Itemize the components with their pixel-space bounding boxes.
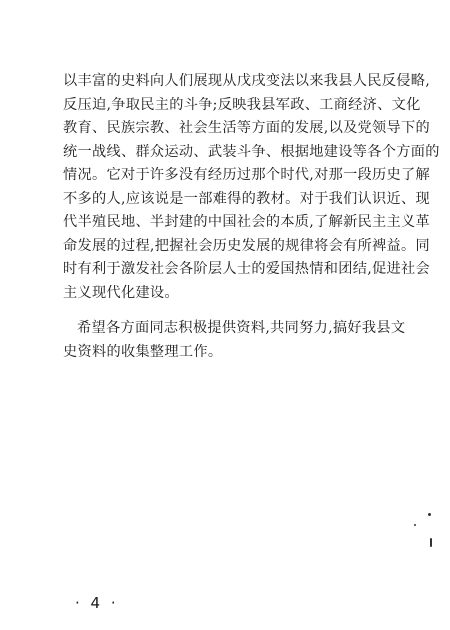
scan-speck: [414, 524, 416, 526]
paragraph-1-line-4: 统一战线、群众运动、武装斗争、根据地建设等各个方面的: [63, 143, 440, 160]
body-text: [63, 70, 440, 364]
scan-speck: [428, 513, 431, 516]
paragraph-1-line-10: 主义现代化建设。: [63, 284, 179, 301]
paragraph-2-line-1: 希望各方面同志积极提供资料,共同努力,搞好我县文: [77, 320, 406, 336]
paragraph-1-line-5: 情况。它对于许多没有经历过那个时代,对那一段历史了解: [63, 167, 430, 183]
paragraph-1-line-8: 命发展的过程,把握社会历史发展的规律将会有所裨益。同: [63, 237, 430, 254]
paragraph-1-line-9: 时有利于激发社会各阶层人士的爱国热情和团结,促进社会: [63, 261, 430, 277]
paragraph-1-line-6: 不多的人,应该说是一部难得的教材。对于我们认识近、现: [63, 190, 430, 207]
paragraph-1-line-1: 以丰富的史料向人们展现从戊戌变法以来我县人民反侵略,: [63, 73, 430, 89]
paragraph-gap: [63, 305, 378, 317]
page-number: · 4 ·: [75, 594, 119, 612]
scan-speck: [430, 538, 432, 547]
paragraph-2-line-2: 史资料的收集整理工作。: [63, 343, 223, 360]
paragraph-1-line-2: 反压迫,争取民主的斗争;反映我县军政、工商经济、文化: [63, 96, 421, 113]
paragraph-1-line-7: 代半殖民地、半封建的中国社会的本质,了解新民主主义革: [63, 214, 430, 230]
paragraph-1-line-3: 教育、民族宗教、社会生活等方面的发展,以及党领导下的: [63, 120, 430, 136]
